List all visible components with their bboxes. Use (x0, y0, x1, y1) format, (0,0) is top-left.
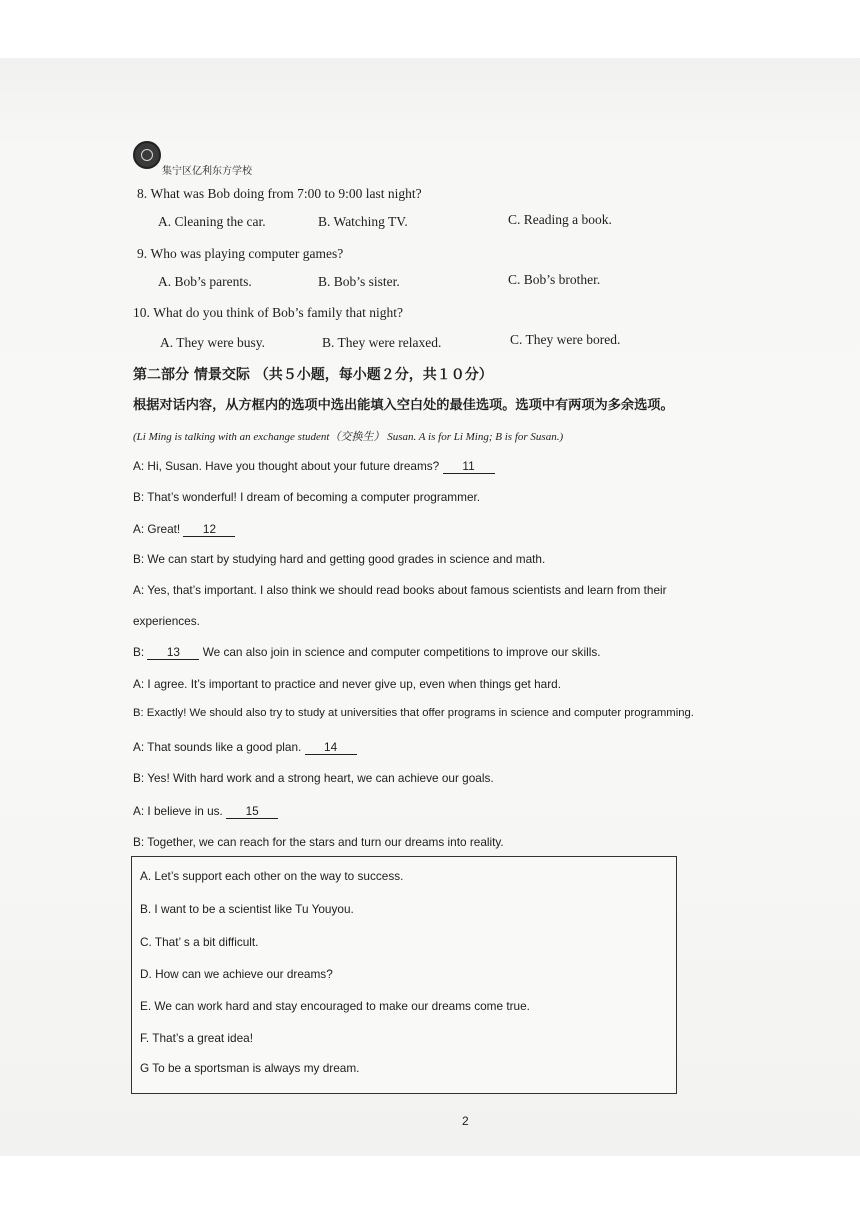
choices-box (131, 856, 677, 1094)
choice-e: E. We can work hard and stay encouraged to make our dreams come true. (140, 999, 530, 1013)
dialogue-line-2: B: That’s wonderful! I dream of becoming a computer programmer. (133, 490, 481, 504)
dialogue-line-5-cont: experiences. (133, 614, 200, 628)
blank-12[interactable]: 12 (183, 522, 235, 537)
section-title: 第二部分 情景交际 （共５小题，每小题２分，共１０分） (133, 367, 493, 383)
school-name: 集宁区亿利东方学校 (162, 166, 252, 177)
blank-11[interactable]: 11 (443, 459, 495, 474)
dialogue-line-8: B: Exactly! We should also try to study at universities that offer programs in science and computer programming. (133, 707, 694, 719)
dialogue-line-7: A: I agree. It’s important to practice and never give up, even when things get hard. (133, 677, 562, 691)
blank-14[interactable]: 14 (305, 740, 357, 755)
dialogue-line-3: A: Great! 12 (133, 522, 235, 537)
dialogue-line-4: B: We can start by studying hard and getting good grades in science and math. (133, 552, 546, 566)
q9-option-a: A. Bob’s parents. (158, 274, 252, 289)
dialogue-context: (Li Ming is talking with an exchange student（交换生） Susan. A is for Li Ming; B is for Susan.) (133, 431, 564, 443)
school-emblem-icon (133, 141, 161, 169)
section-instruction: 根据对话内容，从方框内的选项中选出能填入空白处的最佳选项。选项中有两项为多余选项。 (133, 398, 674, 413)
q8-option-c: C. Reading a book. (508, 212, 612, 227)
page-number: 2 (462, 1114, 469, 1128)
choice-b: B. I want to be a scientist like Tu Youyou. (140, 902, 354, 916)
q9-option-b: B. Bob’s sister. (318, 274, 400, 289)
q8-option-a: A. Cleaning the car. (158, 214, 266, 229)
choice-c: C. That’ s a bit difficult. (140, 935, 259, 949)
question-9: 9. Who was playing computer games? (137, 246, 344, 261)
q10-option-b: B. They were relaxed. (322, 335, 442, 350)
choice-d: D. How can we achieve our dreams? (140, 967, 333, 981)
blank-13[interactable]: 13 (147, 645, 199, 660)
blank-15[interactable]: 15 (226, 804, 278, 819)
q8-option-b: B. Watching TV. (318, 214, 408, 229)
question-10: 10. What do you think of Bob’s family that night? (133, 305, 403, 320)
dialogue-line-11: A: I believe in us. 15 (133, 804, 278, 819)
dialogue-line-12: B: Together, we can reach for the stars and turn our dreams into reality. (133, 835, 504, 849)
dialogue-line-9: A: That sounds like a good plan. 14 (133, 740, 357, 755)
dialogue-line-10: B: Yes! With hard work and a strong heart, we can achieve our goals. (133, 771, 494, 785)
q9-option-c: C. Bob’s brother. (508, 272, 601, 287)
choice-g: G To be a sportsman is always my dream. (140, 1061, 360, 1075)
dialogue-line-1: A: Hi, Susan. Have you thought about your future dreams? 11 (133, 459, 495, 474)
dialogue-line-6: B: 13 We can also join in science and computer competitions to improve our skills. (133, 645, 601, 659)
question-8: 8. What was Bob doing from 7:00 to 9:00 last night? (137, 186, 422, 201)
q10-option-a: A. They were busy. (160, 335, 265, 350)
choice-f: F. That’s a great idea! (140, 1031, 254, 1045)
dialogue-line-5: A: Yes, that’s important. I also think we should read books about famous scientists and learn from their (133, 583, 667, 597)
choice-a: A. Let’s support each other on the way to success. (140, 869, 404, 883)
q10-option-c: C. They were bored. (510, 332, 621, 347)
